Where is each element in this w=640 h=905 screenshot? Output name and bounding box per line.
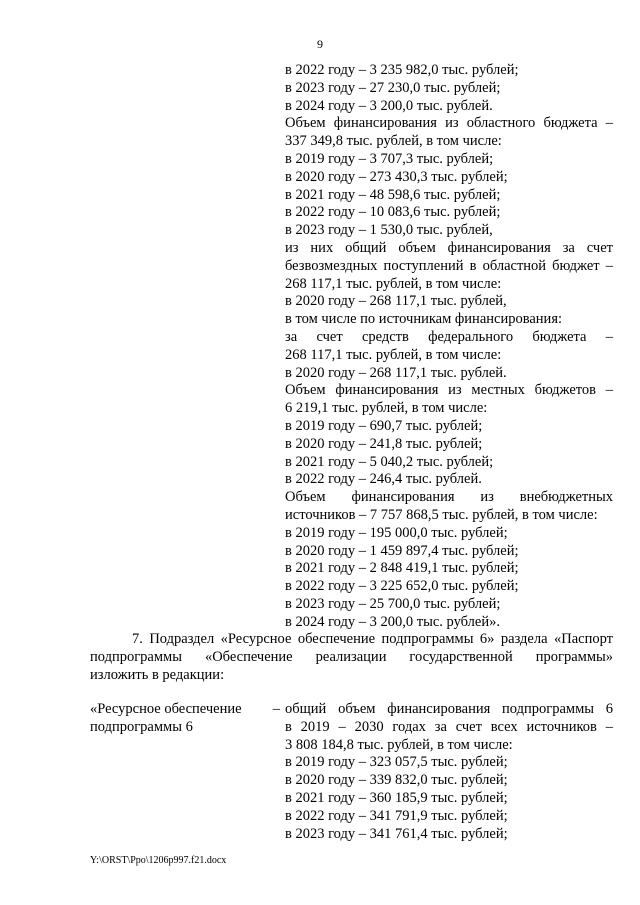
text-line: 3 808 184,8 тыс. рублей, в том числе: [285,736,513,753]
text-line: источников – 7 757 868,5 тыс. рублей, в том числе: [285,506,598,523]
text-line: 268 117,1 тыс. рублей, в том числе: [285,275,502,292]
text-line: в 2019 году – 690,7 тыс. рублей; [285,417,483,434]
budget-financing-block [285,62,613,632]
resource-label-line: подпрограммы 6 [90,718,193,735]
section-7-paragraph [90,631,613,684]
text-line: в 2021 году – 48 598,6 тыс. рублей; [285,186,501,203]
text-line: 337 349,8 тыс. рублей, в том числе: [285,133,502,150]
page-number: 9 [317,37,323,51]
resource-label [90,701,280,737]
text-line: 7. Подраздел «Ресурсное обеспечение подпрограммы 6» раздела «Паспорт [132,631,613,647]
text-line: в 2019 – 2030 годах за счет всех источников – [285,718,613,735]
text-line: в 2022 году – 3 225 652,0 тыс. рублей; [285,578,519,595]
text-line: в 2024 году – 3 200,0 тыс. рублей. [285,97,493,114]
text-line: в 2022 году – 3 235 982,0 тыс. рублей; [285,62,519,78]
text-line: в 2023 году – 1 530,0 тыс. рублей, [285,222,493,239]
file-path-footer: Y:\ORST\Ppo\1206p997.f21.docx [90,855,227,866]
text-line: Объем финансирования из областного бюджета – [285,115,613,132]
text-line: в 2022 году – 246,4 тыс. рублей. [285,471,482,488]
text-line: изложить в редакции: [90,666,225,683]
text-line: в 2020 году – 268 117,1 тыс. рублей. [285,364,507,381]
text-line: в 2023 году – 27 230,0 тыс. рублей; [285,79,501,96]
text-line: в 2020 году – 241,8 тыс. рублей; [285,435,483,452]
resource-label-dash: – [272,701,280,717]
text-line: за счет средств федерального бюджета – [285,328,613,345]
text-line: в 2021 году – 5 040,2 тыс. рублей; [285,453,494,470]
text-line: общий объем финансирования подпрограммы 6 [285,701,613,717]
text-line: 6 219,1 тыс. рублей, в том числе: [285,400,488,417]
text-line: в 2022 году – 341 791,9 тыс. рублей; [285,807,508,824]
resource-financing-list [285,701,613,843]
text-line: в 2020 году – 339 832,0 тыс. рублей; [285,772,508,789]
text-line: в 2020 году – 1 459 897,4 тыс. рублей; [285,542,519,559]
text-line: в 2024 году – 3 200,0 тыс. рублей». [285,613,500,630]
text-line: в том числе по источникам финансирования: [285,311,563,328]
text-line: в 2021 году – 2 848 419,1 тыс. рублей; [285,560,519,577]
text-line: безвозмездных поступлений в областной бюджет – [285,257,613,274]
text-line: Объем финансирования из местных бюджетов – [285,382,613,399]
text-line: Объем финансирования из внебюджетных [285,489,613,506]
text-line: в 2019 году – 3 707,3 тыс. рублей; [285,150,494,167]
text-line: в 2023 году – 25 700,0 тыс. рублей; [285,595,501,612]
text-line: в 2019 году – 323 057,5 тыс. рублей; [285,754,508,771]
resource-label-line: «Ресурсное обеспечение [90,701,242,717]
text-line: 268 117,1 тыс. рублей, в том числе: [285,346,502,363]
text-line: в 2023 году – 341 761,4 тыс. рублей; [285,825,508,842]
text-line: в 2022 году – 10 083,6 тыс. рублей; [285,204,501,221]
text-line: в 2019 году – 195 000,0 тыс. рублей; [285,524,508,541]
text-line: подпрограммы «Обеспечение реализации государственной программы» [90,648,613,665]
text-line: в 2020 году – 273 430,3 тыс. рублей; [285,168,508,185]
text-line: в 2021 году – 360 185,9 тыс. рублей; [285,789,508,806]
text-line: из них общий объем финансирования за счет [285,239,613,256]
text-line: в 2020 году – 268 117,1 тыс. рублей, [285,293,507,310]
